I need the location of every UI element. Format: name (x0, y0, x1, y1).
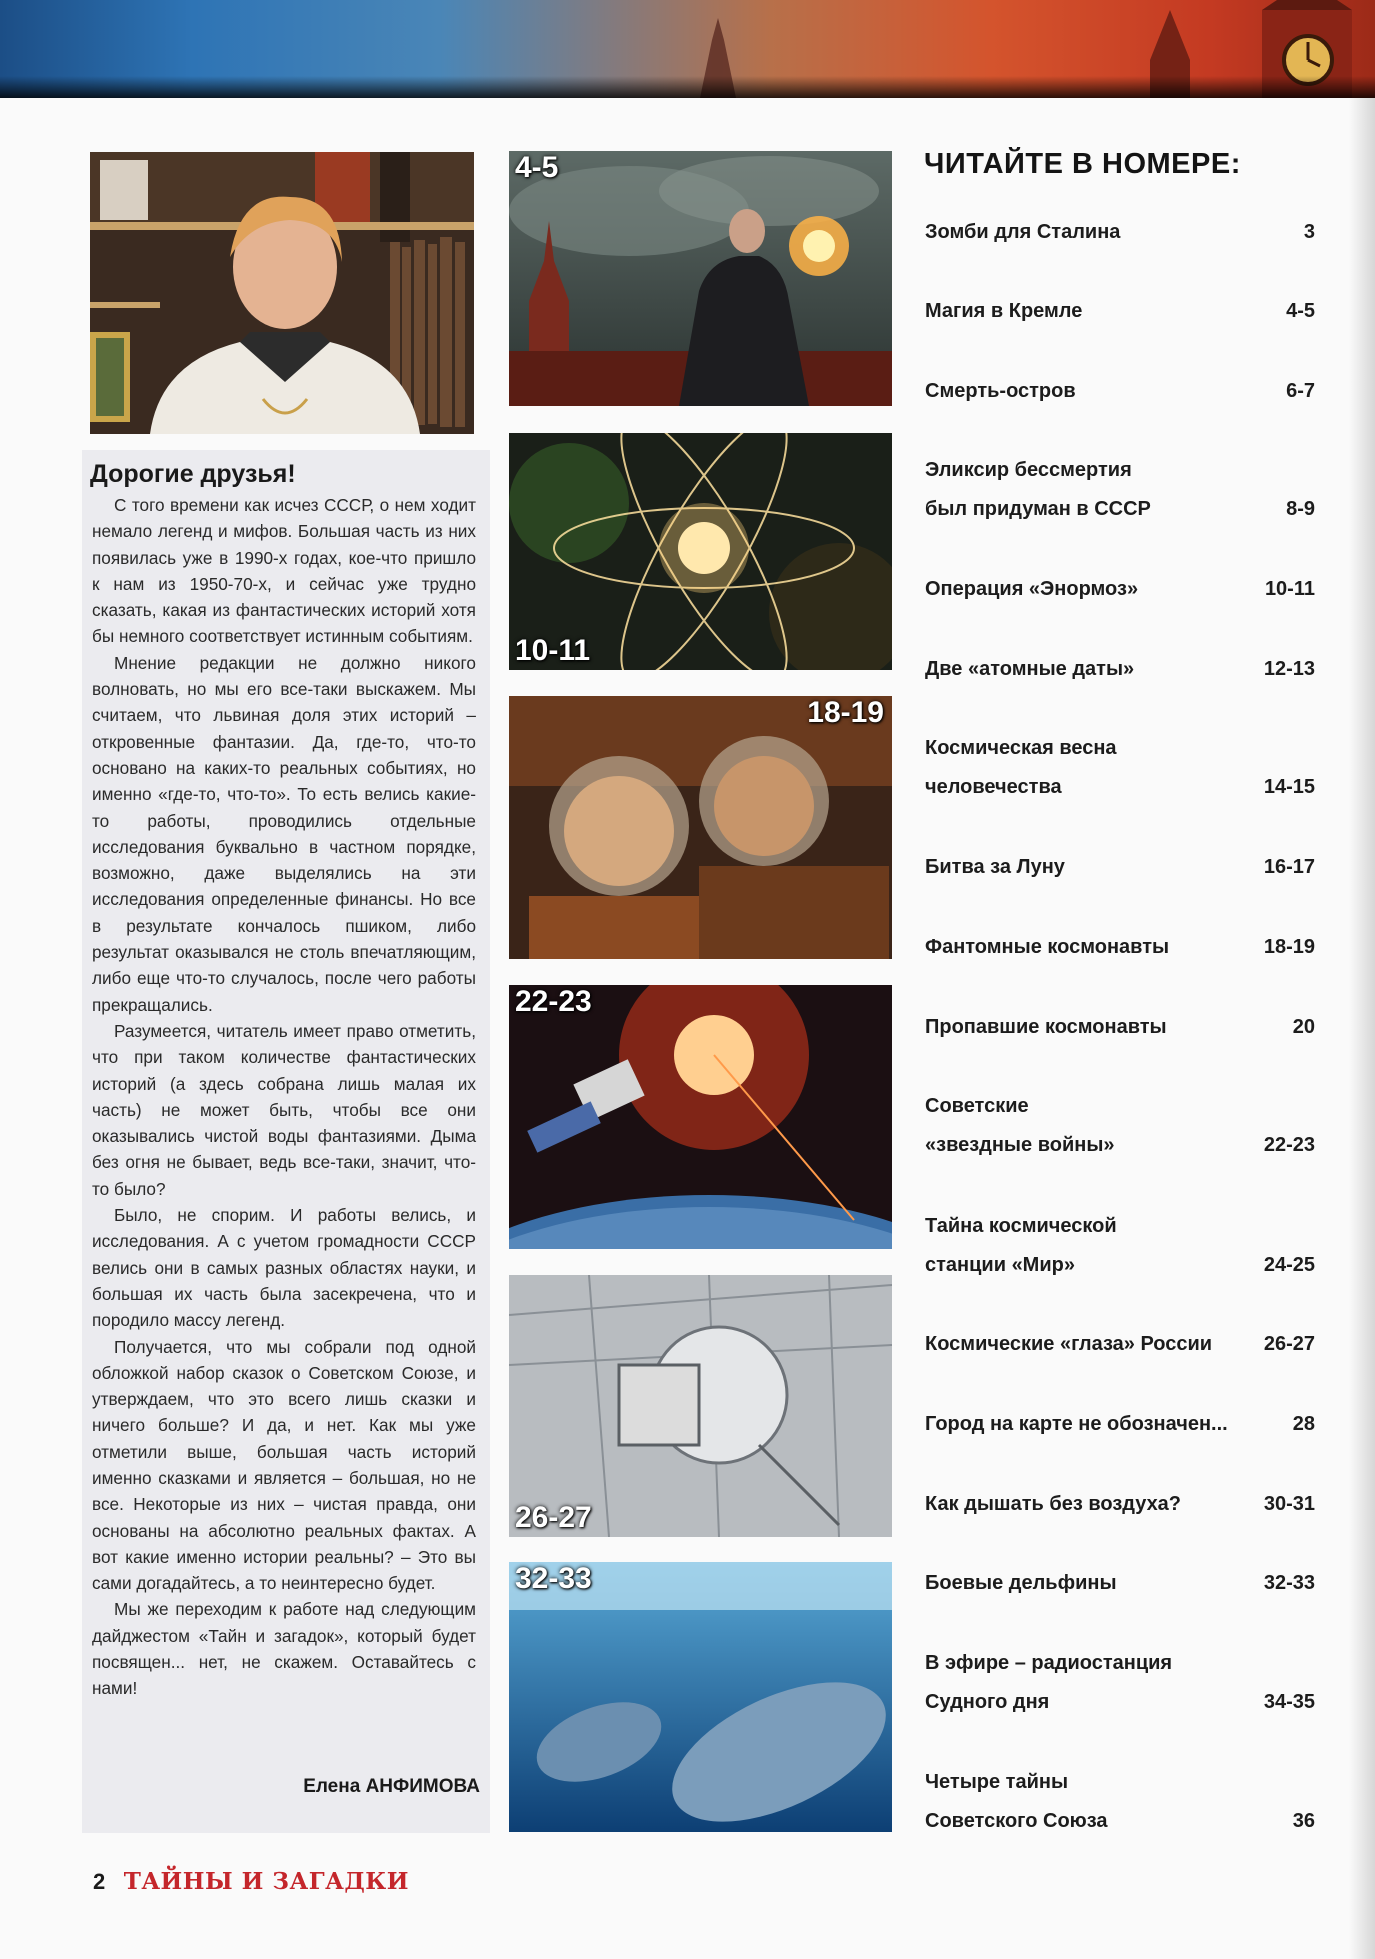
contents-item-title: Четыре тайны Советского Союза (925, 1771, 1108, 1832)
contents-item[interactable] (925, 729, 1315, 807)
contents-item-pages: 30-31 (1263, 1493, 1315, 1515)
editor-portrait (90, 152, 474, 434)
contents-item-title: Пропавшие космонавты (925, 1016, 1167, 1038)
editorial-paragraph: С того времени как исчез СССР, о нем ходит немало легенд и мифов. Большая часть из них появилась уже в 1990-х годах, кое-что пришло к нам из 1950-70-х, и сейчас уже трудно сказать, какая из фантастических историй хотя бы немного соответствует истинным событиям. (92, 495, 476, 647)
contents-item[interactable] (925, 650, 1315, 689)
image-page-label: 26-27 (515, 1501, 592, 1534)
contents-item[interactable] (925, 570, 1315, 609)
contents-item[interactable] (925, 213, 1315, 252)
editorial-body (92, 492, 476, 1702)
contents-item-title: Две «атомные даты» (925, 658, 1135, 680)
contents-item-title: Зомби для Сталина (925, 221, 1121, 243)
contents-item-pages: 3 (1303, 221, 1315, 243)
editorial-paragraph: Получается, что мы собрали под одной обложкой набор сказок о Советском Союзе, и утверждаем, что это всего лишь сказки и ничего больше? И да, и нет. Как мы уже отметили выше, большая часть историй именно сказками и является – большая, но не все. Некоторые из них – чистая правда, они основаны на абсолютно реальных фактах. А вот какие именно истории реальны? – Это вы сами догадайтесь, а то неинтересно будет. (92, 1336, 476, 1594)
page-footer (93, 1868, 409, 1895)
contents-item-pages: 16-17 (1263, 856, 1315, 878)
contents-item[interactable] (925, 848, 1315, 887)
contents-item-pages: 26-27 (1263, 1333, 1315, 1355)
page-number: 2 (93, 1869, 106, 1894)
editorial-paragraph: Разумеется, читатель имеет право отметить, что при таком количестве фантастических историй (а здесь собрана лишь малая их часть) не может быть, чтобы все они оказывались чистой воды фантазиями. Дыма без огня не бывает, ведь все-таки, значит, что-то было? (92, 1020, 476, 1199)
image-page-label: 22-23 (515, 985, 592, 1018)
contents-item-pages: 6-7 (1286, 380, 1315, 402)
contents-item-pages: 34-35 (1263, 1691, 1315, 1713)
article-image-satellite[interactable] (509, 1275, 892, 1537)
top-banner (0, 0, 1375, 98)
magazine-name: ТАЙНЫ И ЗАГАДКИ (123, 1868, 409, 1895)
image-page-label: 18-19 (807, 696, 884, 729)
contents-item-title: Тайна космической станции «Мир» (925, 1215, 1117, 1276)
contents-item-pages: 24-25 (1263, 1254, 1315, 1276)
contents-item[interactable] (925, 1207, 1315, 1285)
contents-item-title: Битва за Луну (925, 856, 1065, 878)
contents-item[interactable] (925, 451, 1315, 529)
contents-item[interactable] (925, 292, 1315, 331)
article-image-magic-kremlin[interactable] (509, 151, 892, 406)
contents-item-title: Город на карте не обозначен... (925, 1413, 1228, 1435)
contents-item-pages: 32-33 (1263, 1572, 1315, 1594)
contents-item[interactable] (925, 372, 1315, 411)
image-page-label: 32-33 (515, 1562, 592, 1595)
article-image-dolphins[interactable] (509, 1562, 892, 1832)
article-image-star-wars[interactable] (509, 985, 892, 1249)
editorial-signature: Елена АНФИМОВА (303, 1776, 480, 1797)
image-page-label: 10-11 (515, 634, 591, 667)
contents-title: ЧИТАЙТЕ В НОМЕРЕ: (924, 148, 1241, 180)
contents-item-pages: 4-5 (1286, 300, 1315, 322)
contents-item-title: Советские «звездные войны» (925, 1095, 1115, 1156)
contents-item-pages: 18-19 (1263, 936, 1315, 958)
contents-item-pages: 14-15 (1263, 776, 1315, 798)
contents-item-pages: 10-11 (1264, 578, 1315, 600)
editorial-paragraph: Мы же переходим к работе над следующим дайджестом «Тайн и загадок», который будет посвящен... нет, не скажем. Оставайтесь с нами! (92, 1599, 476, 1699)
contents-item[interactable] (925, 1008, 1315, 1047)
contents-item[interactable] (925, 1405, 1315, 1444)
contents-item[interactable] (925, 1644, 1315, 1722)
editorial-heading: Дорогие друзья! (90, 460, 296, 488)
contents-item[interactable] (925, 1087, 1315, 1165)
contents-item-title: Космические «глаза» России (925, 1333, 1213, 1355)
contents-item-title: В эфире – радиостанция Судного дня (925, 1652, 1173, 1713)
page-edge-shadow (1349, 98, 1375, 1959)
contents-item[interactable] (925, 1763, 1315, 1841)
image-page-label: 4-5 (515, 151, 559, 184)
contents-item-title: Как дышать без воздуха? (925, 1493, 1182, 1515)
editorial-paragraph: Было, не спорим. И работы велись, и исследования. А с учетом громадности СССР велись они в самых разных областях науки, и большая их часть была засекречена, что и породило массу легенд. (92, 1205, 476, 1331)
contents-item-title: Фантомные космонавты (925, 936, 1170, 958)
contents-item-title: Операция «Энормоз» (925, 578, 1139, 600)
contents-item-title: Смерть-остров (925, 380, 1076, 402)
editorial-letter (82, 450, 490, 1833)
article-image-cosmonauts[interactable] (509, 696, 892, 959)
contents-item-title: Боевые дельфины (925, 1572, 1117, 1594)
contents-item[interactable] (925, 928, 1315, 967)
editorial-paragraph: Мнение редакции не должно никого волновать, но мы его все-таки выскажем. Мы считаем, что львиная доля этих историй – откровенные фантазии. Да, где-то, что-то основано на каких-то реальных событиях, но именно «где-то, что-то». То есть велись какие-то работы, проводились отдельные исследования буквально в частном порядке, возможно, даже выделялись на эти исследования определенные финансы. Но все в результате кончалось пшиком, либо результат оказывался не столь впечатляющим, либо еще что-то случалось, после чего работы прекращались. (92, 652, 476, 1015)
article-image-atom[interactable] (509, 433, 892, 670)
contents-item-title: Эликсир бессмертия был придуман в СССР (925, 459, 1151, 520)
contents-item[interactable] (925, 1485, 1315, 1524)
contents-item-pages: 28 (1292, 1413, 1315, 1435)
contents-item-pages: 12-13 (1263, 658, 1315, 680)
contents-item-pages: 8-9 (1286, 498, 1315, 520)
contents-item-title: Магия в Кремле (925, 300, 1083, 322)
contents-item-pages: 22-23 (1263, 1134, 1315, 1156)
contents-item[interactable] (925, 1564, 1315, 1603)
contents-item[interactable] (925, 1325, 1315, 1364)
contents-item-title: Космическая весна человечества (925, 737, 1117, 798)
contents-item-pages: 36 (1292, 1810, 1315, 1832)
contents-item-pages: 20 (1292, 1016, 1315, 1038)
